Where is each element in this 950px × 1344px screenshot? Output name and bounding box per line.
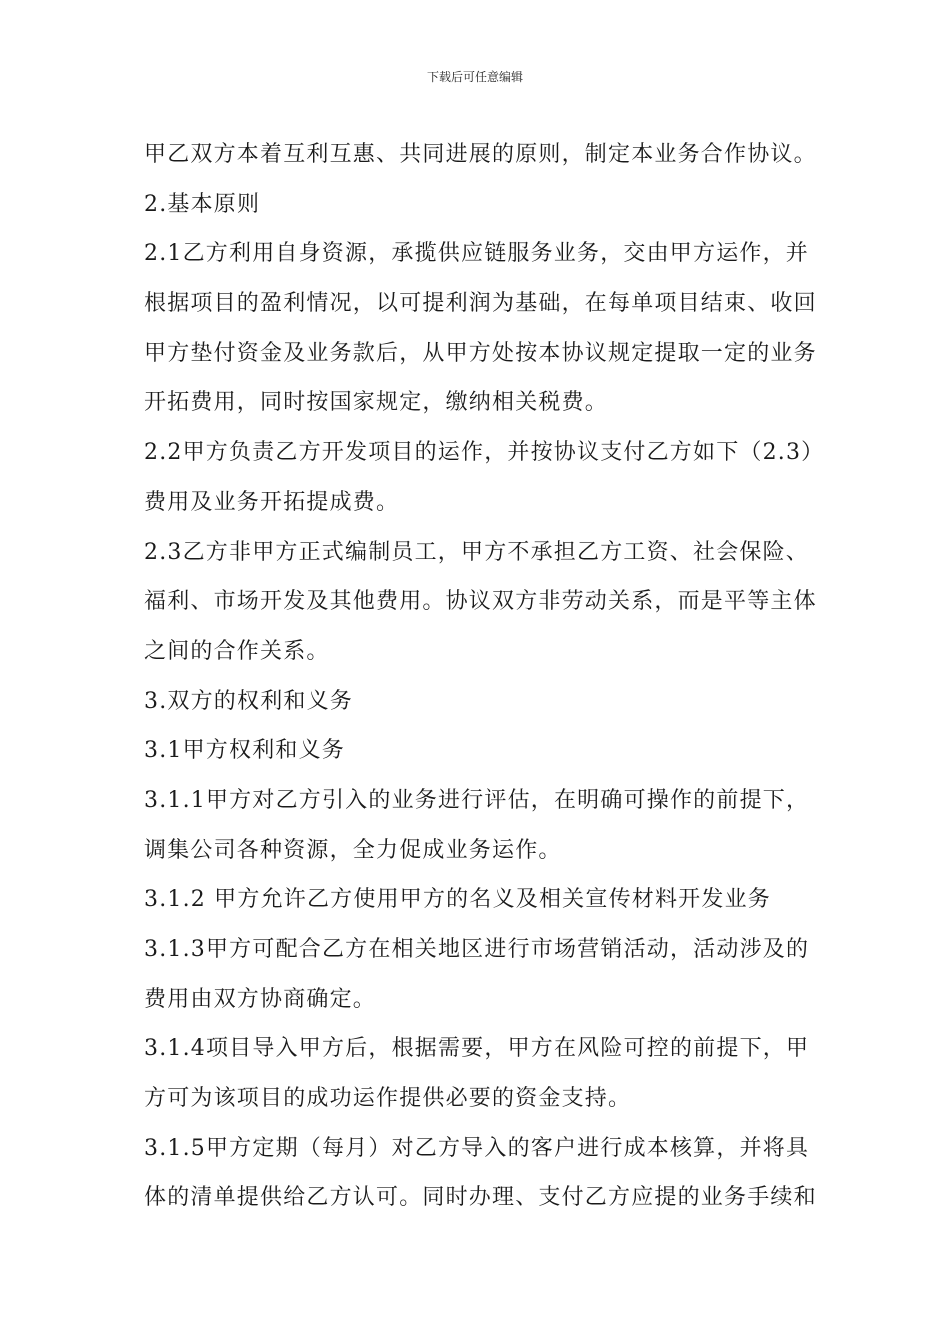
text-line: 根据项目的盈利情况，以可提利润为基础，在每单项目结束、收回 xyxy=(144,291,817,317)
text-line: 3.1.5甲方定期（每月）对乙方导入的客户进行成本核算，并将具 xyxy=(144,1135,810,1161)
text-line: 福利、市场开发及其他费用。协议双方非劳动关系，而是平等主体 xyxy=(144,589,817,615)
text-line: 3.1.1甲方对乙方引入的业务进行评估，在明确可操作的前提下， xyxy=(144,787,810,813)
text-line: 费用由双方协商确定。 xyxy=(144,986,377,1012)
text-line: 体的清单提供给乙方认可。同时办理、支付乙方应提的业务手续和 xyxy=(144,1185,817,1211)
text-line: 甲方垫付资金及业务款后，从甲方处按本协议规定提取一定的业务 xyxy=(144,340,817,366)
text-line: 3.1.3甲方可配合乙方在相关地区进行市场营销活动，活动涉及的 xyxy=(144,937,810,962)
text-line: 开拓费用，同时按国家规定，缴纳相关税费。 xyxy=(144,390,609,416)
page-header: 下载后可任意编辑 xyxy=(426,70,523,84)
text-line: 调集公司各种资源，全力促成业务运作。 xyxy=(144,837,562,863)
text-line: 方可为该项目的成功运作提供必要的资金支持。 xyxy=(144,1086,632,1112)
section-heading: 2.基本原则 xyxy=(144,191,261,217)
document-body xyxy=(144,130,825,1223)
text-line: 2.3乙方非甲方正式编制员工，甲方不承担乙方工资、社会保险、 xyxy=(144,539,809,565)
text-line: 3.1.2 甲方允许乙方使用甲方的名义及相关宣传材料开发业务 xyxy=(144,887,771,913)
section-heading: 3.双方的权利和义务 xyxy=(144,688,353,714)
text-line: 3.1.4项目导入甲方后，根据需要，甲方在风险可控的前提下，甲 xyxy=(144,1036,810,1062)
text-line: 之间的合作关系。 xyxy=(144,638,330,664)
text-line: 费用及业务开拓提成费。 xyxy=(144,489,400,515)
subsection-heading: 3.1甲方权利和义务 xyxy=(144,738,345,764)
text-line: 2.1乙方利用自身资源，承揽供应链服务业务，交由甲方运作，并 xyxy=(144,241,809,267)
text-line: 甲乙双方本着互利互惠、共同进展的原则，制定本业务合作协议。 xyxy=(144,142,817,167)
text-line: 2.2甲方负责乙方开发项目的运作，并按协议支付乙方如下（2.3） xyxy=(144,440,825,466)
